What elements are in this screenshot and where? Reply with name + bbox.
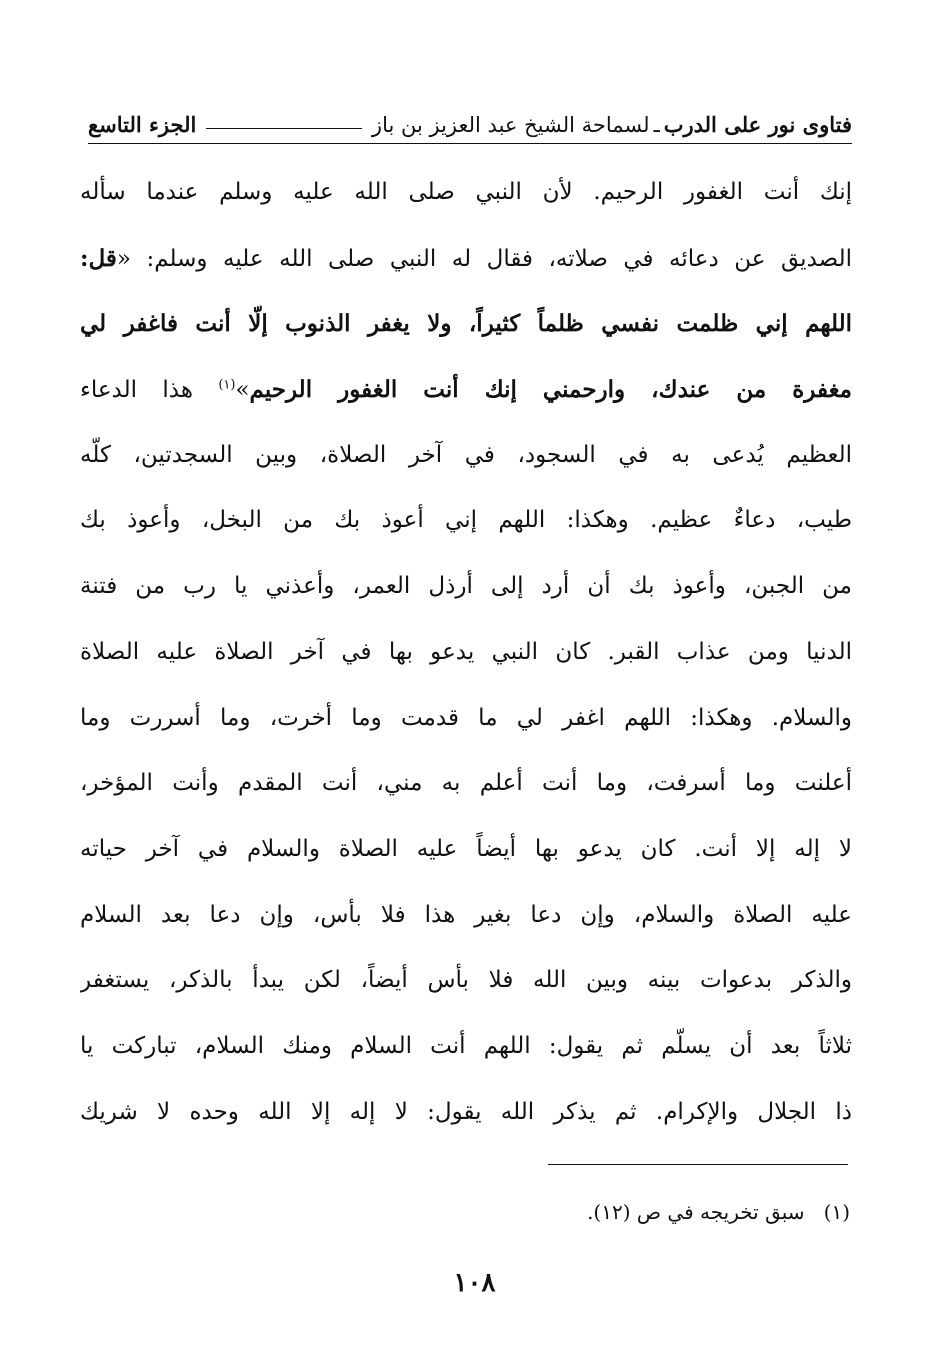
- text-line: الدنيا ومن عذاب القبر. كان النبي يدعو بها في آخر الصلاة عليه الصلاة: [80, 638, 852, 665]
- hadith-line: اللهم إني ظلمت نفسي ظلماً كثيراً، ولا يغفر الذنوب إلّا أنت فاغفر لي: [80, 310, 852, 338]
- text-line: [80, 226, 852, 292]
- text-run: هذا الدعاء: [80, 377, 219, 404]
- main-text: [80, 160, 852, 1145]
- text-line: والذكر بدعوات بينه وبين الله فلا بأس أيضاً، لكن يبدأ بالذكر، يستغفر: [80, 967, 852, 994]
- footnote-marker: (١): [823, 1200, 850, 1224]
- text-line: إنك أنت الغفور الرحيم. لأن النبي صلى الله عليه وسلم عندما سأله: [80, 179, 852, 205]
- text-line: طيب، دعاءٌ عظيم. وهكذا: اللهم إني أعوذ بك من البخل، وأعوذ بك: [80, 507, 852, 534]
- text-line: عليه الصلاة والسلام، وإن دعا بغير هذا فلا بأس، وإن دعا بعد السلام: [80, 901, 852, 928]
- hadith-end-bold: مغفرة من عندك، وارحمني إنك أنت الغفور الرحيم: [249, 376, 852, 404]
- book-title: فتاوى نور على الدرب: [663, 112, 852, 137]
- volume-label: الجزء التاسع: [88, 112, 197, 137]
- text-line: [80, 357, 852, 423]
- quote-close: »: [235, 377, 250, 404]
- text-line: لا إله إلا أنت. كان يدعو بها أيضاً عليه الصلاة والسلام في آخر حياته: [80, 835, 852, 862]
- text-run: الصديق عن دعائه في صلاته، فقال له النبي صلى الله عليه وسلم: «: [116, 245, 852, 272]
- text-line: ذا الجلال والإكرام. ثم يذكر الله يقول: لا إله إلا الله وحده لا شريك: [80, 1098, 852, 1125]
- header-separator: ـ: [653, 113, 660, 137]
- footnote-text: سبق تخريجه في ص (١٢).: [587, 1200, 805, 1224]
- text-line: أعلنت وما أسرفت، وما أنت أعلم به مني، أنت المقدم وأنت المؤخر،: [80, 770, 852, 797]
- text-line: من الجبن، وأعوذ بك أن أرد إلى أرذل العمر، وأعذني يا رب من فتنة: [80, 573, 852, 600]
- footnote-divider: [548, 1164, 848, 1165]
- quote-start-bold: قل:: [80, 244, 117, 272]
- header-dash-line: [206, 128, 362, 129]
- footnote-reference: (١): [218, 377, 236, 393]
- text-line: العظيم يُدعى به في السجود، في آخر الصلاة، وبين السجدتين، كلّه: [80, 441, 852, 468]
- author-name: لسماحة الشيخ عبد العزيز بن باز: [371, 113, 650, 137]
- text-line: والسلام. وهكذا: اللهم اغفر لي ما قدمت وما أخرت، وما أسررت وما: [80, 704, 852, 731]
- footnote: [300, 1200, 850, 1224]
- page-number: ١٠٨: [453, 1268, 496, 1298]
- running-header: [88, 100, 852, 144]
- text-line: ثلاثاً بعد أن يسلّم ثم يقول: اللهم أنت السلام ومنك السلام، تباركت يا: [80, 1032, 852, 1059]
